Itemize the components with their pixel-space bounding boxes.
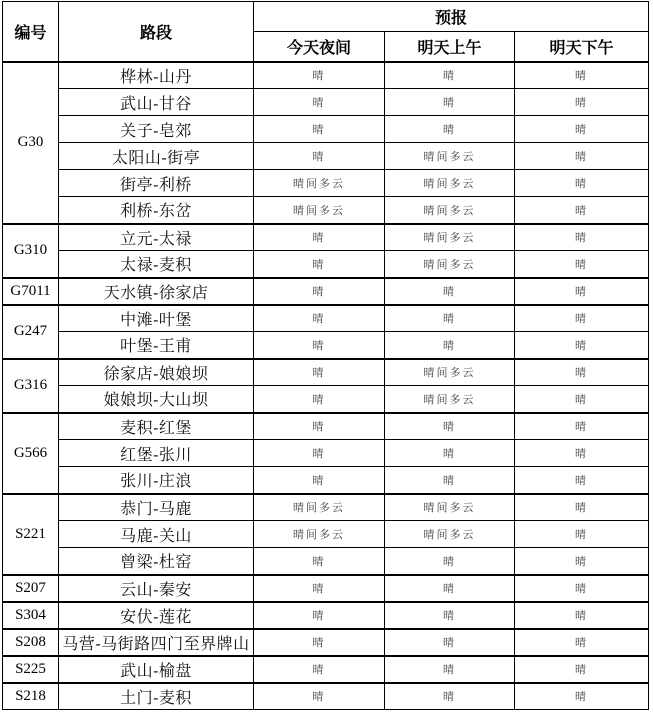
forecast-tomorrow-am-cell: 晴间多云: [385, 224, 515, 251]
route-code-cell: G247: [3, 305, 59, 359]
header-period-tonight: 今天夜间: [254, 32, 385, 62]
segment-cell: 恭门-马鹿: [59, 494, 254, 521]
forecast-tonight-cell: 晴: [254, 278, 385, 305]
table-row: [3, 89, 649, 116]
route-code-cell: S225: [3, 656, 59, 683]
segment-cell: 桦林-山丹: [59, 62, 254, 89]
forecast-tonight-cell: 晴: [254, 440, 385, 467]
forecast-tomorrow-pm-cell: 晴: [515, 89, 649, 116]
forecast-tomorrow-am-cell: 晴间多云: [385, 251, 515, 278]
forecast-tomorrow-am-cell: 晴间多云: [385, 386, 515, 413]
forecast-tomorrow-am-cell: 晴: [385, 440, 515, 467]
forecast-tonight-cell: 晴: [254, 683, 385, 710]
table-header: [3, 2, 649, 62]
forecast-tomorrow-pm-cell: 晴: [515, 386, 649, 413]
segment-cell: 武山-甘谷: [59, 89, 254, 116]
forecast-tomorrow-am-cell: 晴: [385, 575, 515, 602]
forecast-tomorrow-pm-cell: 晴: [515, 224, 649, 251]
forecast-tomorrow-pm-cell: 晴: [515, 656, 649, 683]
table-row: [3, 116, 649, 143]
forecast-tomorrow-pm-cell: 晴: [515, 305, 649, 332]
segment-cell: 武山-榆盘: [59, 656, 254, 683]
route-code-cell: G566: [3, 413, 59, 494]
segment-cell: 马鹿-关山: [59, 521, 254, 548]
table-row: [3, 413, 649, 440]
header-forecast: 预报: [254, 2, 649, 32]
forecast-table-body: [3, 62, 649, 710]
forecast-tomorrow-am-cell: 晴: [385, 548, 515, 575]
forecast-tomorrow-pm-cell: 晴: [515, 116, 649, 143]
forecast-tomorrow-am-cell: 晴: [385, 305, 515, 332]
forecast-tonight-cell: 晴: [254, 305, 385, 332]
forecast-tomorrow-pm-cell: 晴: [515, 683, 649, 710]
segment-cell: 马营-马街路四门至界牌山: [59, 629, 254, 656]
segment-cell: 娘娘坝-大山坝: [59, 386, 254, 413]
forecast-tonight-cell: 晴: [254, 89, 385, 116]
segment-cell: 土门-麦积: [59, 683, 254, 710]
forecast-tomorrow-pm-cell: 晴: [515, 413, 649, 440]
table-row: [3, 278, 649, 305]
forecast-tonight-cell: 晴间多云: [254, 197, 385, 224]
segment-cell: 云山-秦安: [59, 575, 254, 602]
forecast-tomorrow-pm-cell: 晴: [515, 251, 649, 278]
segment-cell: 立元-太禄: [59, 224, 254, 251]
forecast-tomorrow-am-cell: 晴: [385, 467, 515, 494]
forecast-tomorrow-pm-cell: 晴: [515, 332, 649, 359]
forecast-tonight-cell: 晴间多云: [254, 170, 385, 197]
table-row: [3, 548, 649, 575]
forecast-tomorrow-am-cell: 晴: [385, 629, 515, 656]
forecast-tomorrow-am-cell: 晴: [385, 89, 515, 116]
forecast-tomorrow-pm-cell: 晴: [515, 170, 649, 197]
table-row: [3, 440, 649, 467]
segment-cell: 利桥-东岔: [59, 197, 254, 224]
forecast-tomorrow-am-cell: 晴间多云: [385, 197, 515, 224]
forecast-tonight-cell: 晴: [254, 629, 385, 656]
route-code-cell: S221: [3, 494, 59, 575]
table-row: [3, 197, 649, 224]
forecast-tonight-cell: 晴: [254, 62, 385, 89]
route-code-cell: G7011: [3, 278, 59, 305]
forecast-tomorrow-pm-cell: 晴: [515, 62, 649, 89]
forecast-tomorrow-am-cell: 晴: [385, 413, 515, 440]
table-row: [3, 629, 649, 656]
table-row: [3, 575, 649, 602]
forecast-tomorrow-pm-cell: 晴: [515, 602, 649, 629]
forecast-tomorrow-am-cell: 晴间多云: [385, 170, 515, 197]
forecast-tomorrow-am-cell: 晴间多云: [385, 494, 515, 521]
forecast-tomorrow-am-cell: 晴间多云: [385, 143, 515, 170]
forecast-tomorrow-am-cell: 晴: [385, 656, 515, 683]
segment-cell: 街亭-利桥: [59, 170, 254, 197]
forecast-tomorrow-pm-cell: 晴: [515, 143, 649, 170]
table-row: [3, 305, 649, 332]
header-segment: 路段: [59, 2, 254, 62]
header-code: 编号: [3, 2, 59, 62]
table-row: [3, 467, 649, 494]
route-code-cell: G310: [3, 224, 59, 278]
header-row-top: [3, 2, 649, 32]
header-period-tomorrow-am: 明天上午: [385, 32, 515, 62]
table-row: [3, 62, 649, 89]
table-row: [3, 143, 649, 170]
forecast-tonight-cell: 晴: [254, 602, 385, 629]
forecast-tomorrow-am-cell: 晴间多云: [385, 359, 515, 386]
segment-cell: 中滩-叶堡: [59, 305, 254, 332]
route-code-cell: S218: [3, 683, 59, 710]
forecast-tomorrow-am-cell: 晴间多云: [385, 521, 515, 548]
table-row: [3, 683, 649, 710]
forecast-tomorrow-pm-cell: 晴: [515, 575, 649, 602]
table-row: [3, 602, 649, 629]
forecast-tonight-cell: 晴间多云: [254, 494, 385, 521]
forecast-tomorrow-am-cell: 晴: [385, 278, 515, 305]
road-forecast-table: [2, 1, 649, 710]
segment-cell: 天水镇-徐家店: [59, 278, 254, 305]
forecast-tomorrow-pm-cell: 晴: [515, 548, 649, 575]
forecast-tonight-cell: 晴: [254, 575, 385, 602]
segment-cell: 关子-皂郊: [59, 116, 254, 143]
forecast-tomorrow-pm-cell: 晴: [515, 278, 649, 305]
forecast-tomorrow-am-cell: 晴: [385, 602, 515, 629]
forecast-tonight-cell: 晴: [254, 386, 385, 413]
segment-cell: 安伏-莲花: [59, 602, 254, 629]
route-code-cell: S208: [3, 629, 59, 656]
forecast-tonight-cell: 晴: [254, 116, 385, 143]
table-row: [3, 170, 649, 197]
forecast-tomorrow-am-cell: 晴: [385, 332, 515, 359]
segment-cell: 叶堡-王甫: [59, 332, 254, 359]
forecast-tonight-cell: 晴: [254, 143, 385, 170]
forecast-tonight-cell: 晴: [254, 467, 385, 494]
forecast-tomorrow-am-cell: 晴: [385, 683, 515, 710]
segment-cell: 张川-庄浪: [59, 467, 254, 494]
segment-cell: 太禄-麦积: [59, 251, 254, 278]
segment-cell: 太阳山-街亭: [59, 143, 254, 170]
forecast-tomorrow-pm-cell: 晴: [515, 629, 649, 656]
table-row: [3, 332, 649, 359]
table-row: [3, 521, 649, 548]
forecast-tonight-cell: 晴: [254, 413, 385, 440]
forecast-tonight-cell: 晴: [254, 332, 385, 359]
segment-cell: 红堡-张川: [59, 440, 254, 467]
forecast-tomorrow-pm-cell: 晴: [515, 197, 649, 224]
table-row: [3, 251, 649, 278]
route-code-cell: G316: [3, 359, 59, 413]
forecast-tonight-cell: 晴间多云: [254, 521, 385, 548]
table-row: [3, 386, 649, 413]
segment-cell: 曾梁-杜窑: [59, 548, 254, 575]
table-row: [3, 656, 649, 683]
route-code-cell: S207: [3, 575, 59, 602]
table-row: [3, 224, 649, 251]
forecast-tonight-cell: 晴: [254, 656, 385, 683]
forecast-tonight-cell: 晴: [254, 251, 385, 278]
forecast-tomorrow-pm-cell: 晴: [515, 359, 649, 386]
forecast-tonight-cell: 晴: [254, 548, 385, 575]
forecast-tomorrow-am-cell: 晴: [385, 116, 515, 143]
forecast-tonight-cell: 晴: [254, 359, 385, 386]
forecast-tomorrow-pm-cell: 晴: [515, 440, 649, 467]
forecast-tomorrow-am-cell: 晴: [385, 62, 515, 89]
segment-cell: 徐家店-娘娘坝: [59, 359, 254, 386]
header-period-tomorrow-pm: 明天下午: [515, 32, 649, 62]
forecast-tomorrow-pm-cell: 晴: [515, 521, 649, 548]
table-row: [3, 359, 649, 386]
route-code-cell: G30: [3, 62, 59, 224]
route-code-cell: S304: [3, 602, 59, 629]
forecast-tomorrow-pm-cell: 晴: [515, 467, 649, 494]
segment-cell: 麦积-红堡: [59, 413, 254, 440]
forecast-tomorrow-pm-cell: 晴: [515, 494, 649, 521]
table-row: [3, 494, 649, 521]
forecast-tonight-cell: 晴: [254, 224, 385, 251]
